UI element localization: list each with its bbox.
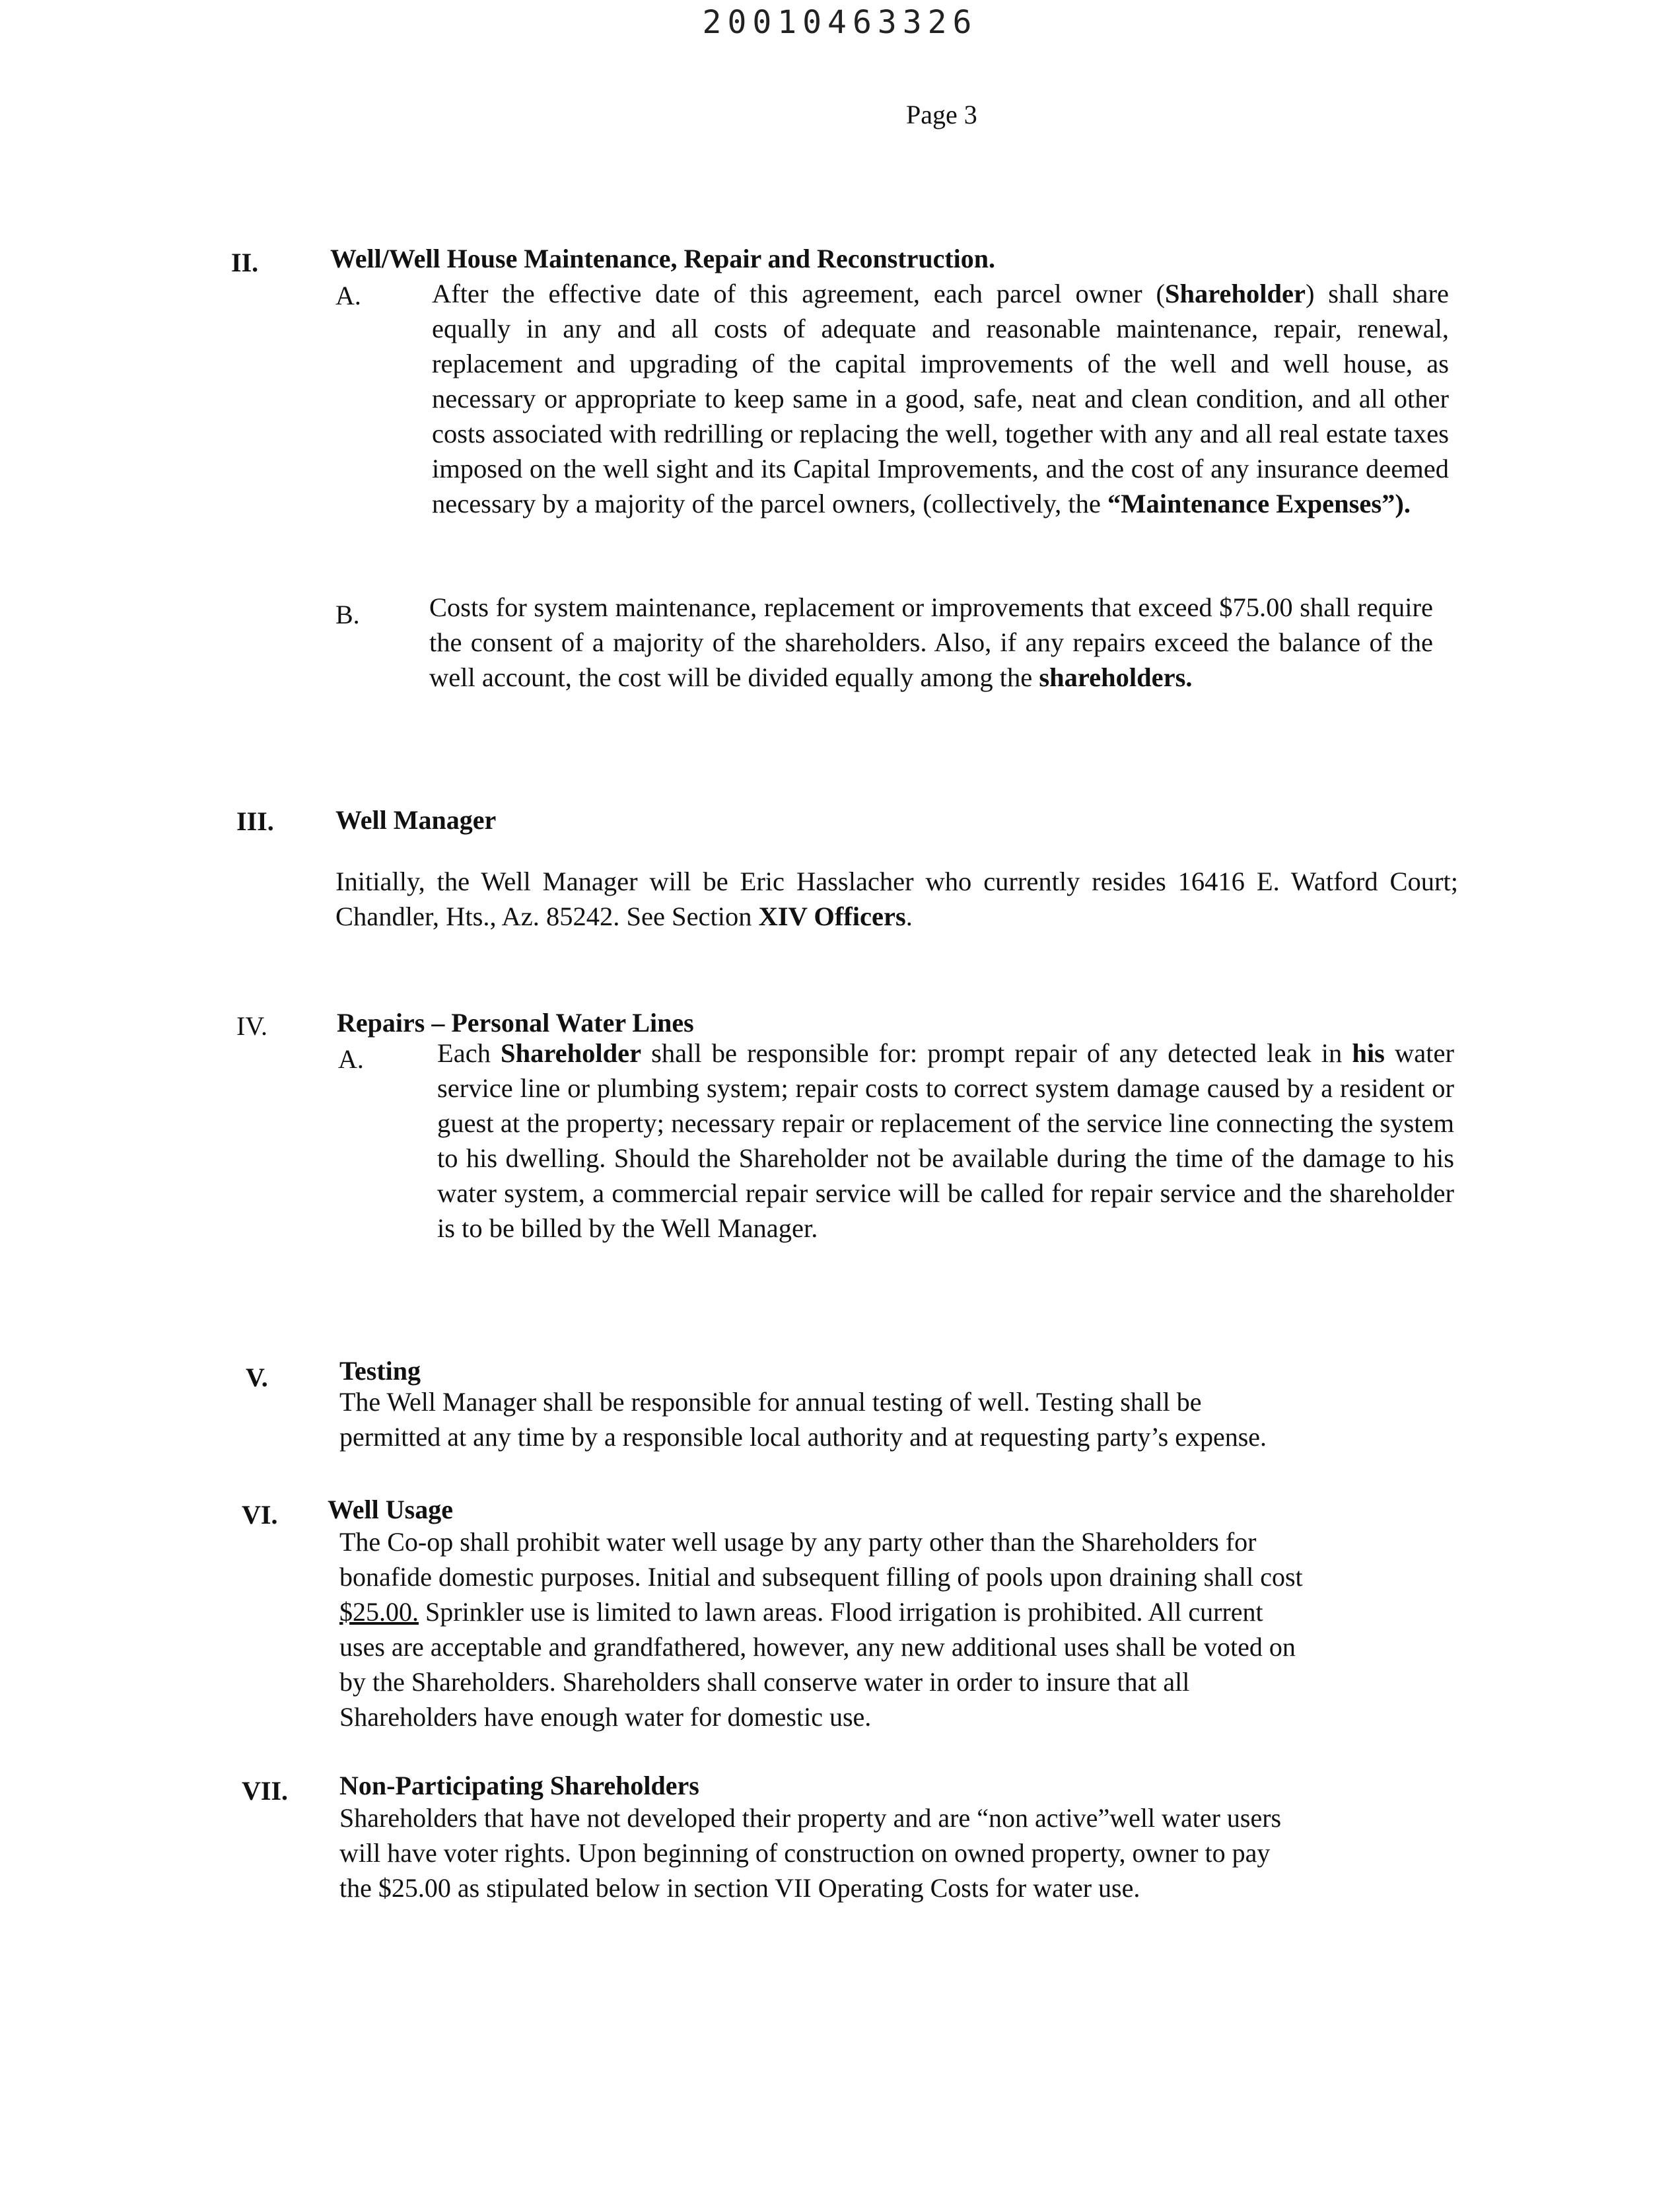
section-title: Well Usage — [328, 1495, 453, 1524]
section-title: Well/Well House Maintenance, Repair and Reconstruction. — [330, 244, 996, 273]
item-letter: A. — [338, 1044, 364, 1074]
section-v-body: The Well Manager shall be responsible for annual testing of well. Testing shall be permitted at any time by a responsible local authority and at requesting party’s expense. — [339, 1387, 1267, 1452]
section-title: Repairs – Personal Water Lines — [337, 1008, 694, 1038]
section-number: IV. — [236, 1011, 268, 1041]
section-iv-paragraph-a: Each Shareholder shall be responsible for: prompt repair of any detected leak in his water service line or plumbing system; repair costs to correct system damage caused by a resident or guest at the property; necessary repair or replacement of the service line connecting the system to his dwelling. Should the Shareholder not be available during the time of the damage to his water system, a commercial repair service will be called for repair service and the shareholder is to be billed by the Well Manager. — [437, 1038, 1454, 1243]
section-vii-body: Shareholders that have not developed their property and are “non active”well water users will have voter rights. Upon beginning of construction on owned property, owner to pay the $25.00 as stipulated below in section VII Operating Costs for water use. — [339, 1803, 1282, 1903]
section-title: Non-Participating Shareholders — [339, 1771, 699, 1800]
section-number: VI. — [242, 1500, 278, 1530]
section-number: II. — [231, 248, 259, 277]
section-iii-paragraph: Initially, the Well Manager will be Eric Hasslacher who currently resides 16416 E. Watford Court; Chandler, Hts., Az. 85242. See Section XIV Officers. — [335, 867, 1458, 931]
section-number: V. — [246, 1363, 268, 1392]
section-title: Well Manager — [335, 805, 497, 835]
document-id: 20010463326 — [702, 4, 978, 41]
section-vi-body: The Co-op shall prohibit water well usage by any party other than the Shareholders for bonafide domestic purposes. Initial and subsequent filling of pools upon draining shall cost $25.00. Sprinkler use is limited to lawn areas. Flood irrigation is prohibited. All current uses are acceptable and grandfathered, however, any new additional uses shall be voted on by the Shareholders. Shareholders shall conserve water in order to insure that all Shareholders have enough water for domestic use. — [339, 1527, 1303, 1732]
section-number: VII. — [242, 1776, 289, 1806]
section-title: Testing — [339, 1356, 421, 1386]
section-ii-paragraph-a: After the effective date of this agreement, each parcel owner (Shareholder) shall share equally in any and all costs of adequate and reasonable maintenance, repair, renewal, replacement and upgrading of the capital improvements of the well and well house, as necessary or appropriate to keep same in a good, safe, neat and clean condition, and all other costs associated with redrilling or replacing the well, together with any and all real estate taxes imposed on the well sight and its Capital Improvements, and the cost of any insurance deemed necessary by a majority of the parcel owners, (collectively, the “Maintenance Expenses”). — [432, 279, 1449, 518]
page-number: Page 3 — [906, 100, 977, 129]
item-letter: A. — [335, 281, 361, 310]
item-letter: B. — [335, 600, 360, 629]
section-number: III. — [236, 806, 274, 836]
section-ii-paragraph-b: Costs for system maintenance, replacement or improvements that exceed $75.00 shall require the consent of a majority of the shareholders. Also, if any repairs exceed the balance of the well account, the cost will be divided equally among the shareholders. — [429, 592, 1433, 692]
